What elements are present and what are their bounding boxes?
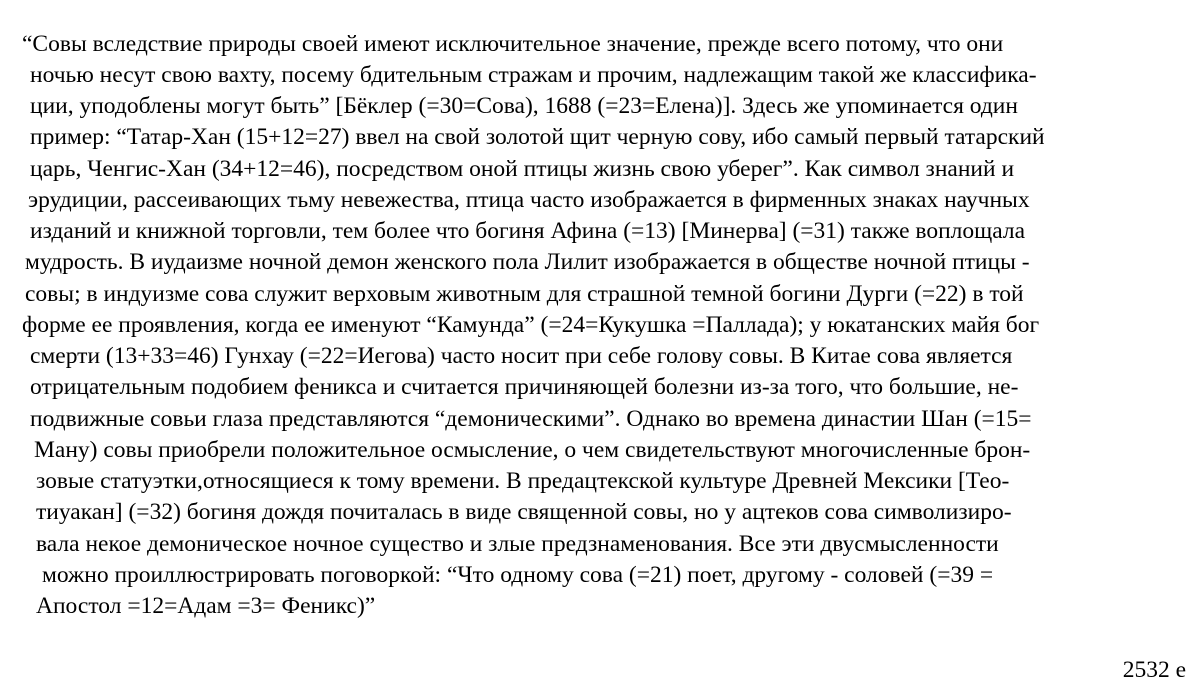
text-line-17: вала некое демоническое ночное существо и злые предзнаменования. Все эти двусмысленности [36, 531, 999, 557]
text-line-11: смерти (13+33=46) Гунхау (=22=Иегова) часто носит при себе голову совы. В Китае сова является [30, 343, 1013, 369]
text-line-4: пример: “Татар-Хан (15+12=27) ввел на свой золотой щит черную сову, ибо самый первый татарский [30, 124, 1045, 150]
text-line-14: Ману) совы приобрели положительное осмысление, о чем свидетельствуют многочисленные брон- [34, 437, 1031, 463]
text-line-18: можно проиллюстрировать поговоркой: “Что одному сова (=21) поет, другому - соловей (=39 = [42, 562, 994, 588]
text-line-15: зовые статуэтки,относящиеся к тому времени. В предацтекской культуре Древней Мексики [Тео- [36, 468, 1010, 494]
text-line-5: царь, Ченгис-Хан (34+12=46), посредством оной птицы жизнь свою уберег”. Как символ знаний и [30, 156, 1015, 182]
text-line-16: тиуакан] (=32) богиня дождя почиталась в виде священной совы, но у ацтеков сова символизиро- [36, 499, 1012, 525]
text-line-10: форме ее проявления, когда ее именуют “Камунда” (=24=Кукушка =Паллада); у юкатанских майя бог [22, 312, 1040, 338]
text-line-12: отрицательным подобием феникса и считается причиняющей болезни из-за того, что большие, не- [30, 374, 1019, 400]
text-line-13: подвижные совьи глаза представляются “демоническими”. Однако во времена династии Шан (=15= [30, 406, 1032, 432]
text-line-1: “Совы вследствие природы своей имеют исключительное значение, прежде всего потому, что они [22, 31, 1004, 57]
text-line-3: ции, уподоблены могут быть” [Бёклер (=30=Сова), 1688 (=23=Елена)]. Здесь же упоминается один [30, 93, 1018, 119]
text-line-19: Апостол =12=Адам =3= Феникс)” [36, 593, 376, 619]
text-line-6: эрудиции, рассеивающих тьму невежества, птица часто изображается в фирменных знаках научных [28, 187, 1030, 213]
text-line-2: ночью несут свою вахту, посему бдительным стражам и прочим, надлежащим такой же классифика- [30, 62, 1037, 88]
page-number: 2532 e [1122, 657, 1186, 683]
text-line-8: мудрость. В иудаизме ночной демон женского пола Лилит изображается в обществе ночной птицы - [25, 249, 1030, 275]
text-line-9: совы; в индуизме сова служит верховым животным для страшной темной богини Дурги (=22) в той [25, 281, 1024, 307]
text-line-7: изданий и книжной торговли, тем более что богиня Афина (=13) [Минерва] (=31) также воплощала [30, 218, 1026, 244]
